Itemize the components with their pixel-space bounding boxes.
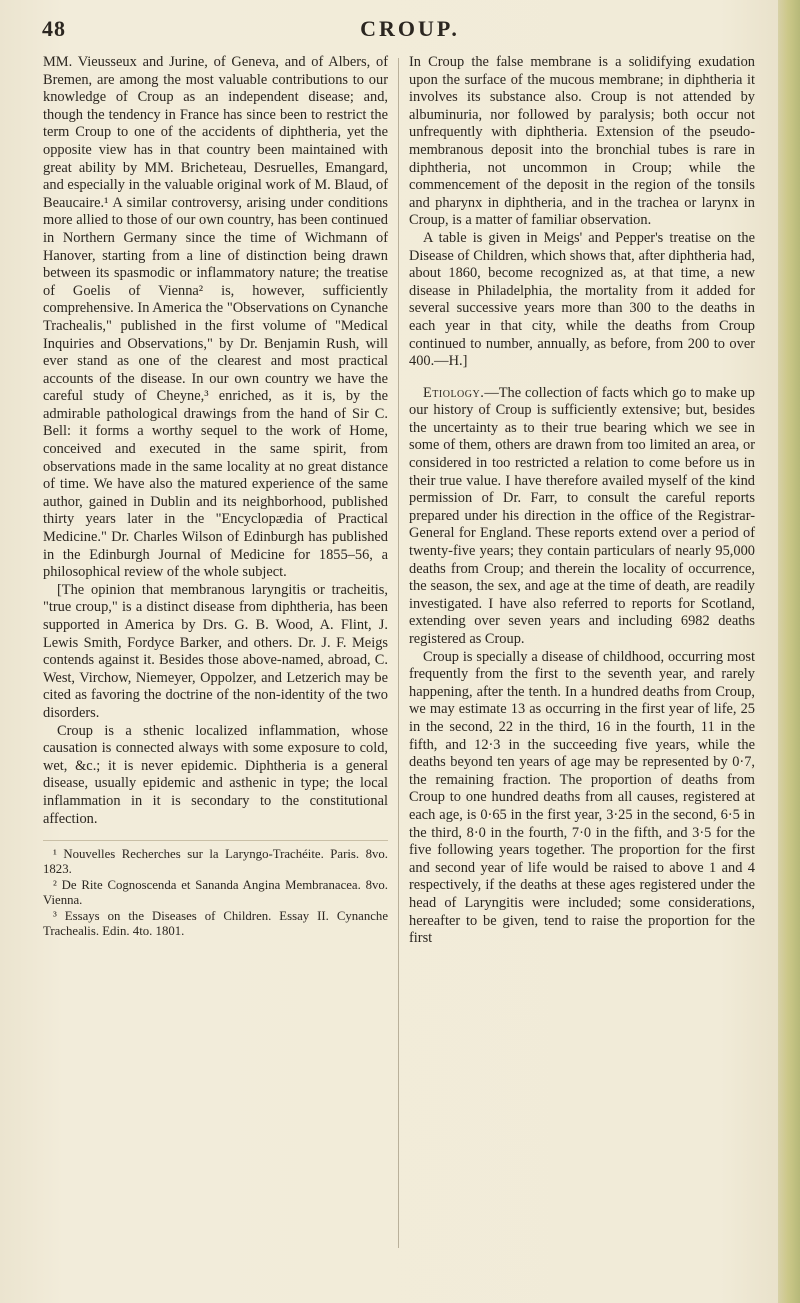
footnote-3: ³ Essays on the Diseases of Children. Essay II. Cynanche Trachealis. Edin. 4to. 1801.	[43, 909, 388, 939]
left-paragraph-3: Croup is a sthenic localized inflammation, whose causation is connected always with some exposure to cold, wet, &c.; it is never epidemic. Diphtheria is a general disease, usually epidemic and asthenic in type; the local inflammation in it is secondary to the constitutional affection.	[43, 722, 388, 827]
footnotes	[43, 840, 388, 939]
etiology-text: —The collection of facts which go to make up our history of Croup is sufficiently extensive; but, besides the uncertainty as to their true bearing which we see in some of them, others are drawn from too limited an area, or considered in too restricted a relation to come before us in their true value. I have therefore availed myself of the kind permission of Dr. Farr, to consult the careful reports prepared under his direction in the office of the Registrar-General for England. These reports extend over a period of twenty-five years; they contain particulars of nearly 95,000 deaths from Croup; and therein the locality of occurrence, the season, the sex, and age at the time of death, are readily investigated. I have also referred to reports for Scotland, extending over seven years and including 6982 deaths registered as Croup.	[409, 384, 755, 647]
left-paragraph-1: MM. Vieusseux and Jurine, of Geneva, and of Albers, of Bremen, are among the most valuable contributions to our knowledge of Croup as an independent disease; and, though the tendency in France has since been to restrict the term Croup to one of the accidents of diphtheria, yet the opposite view has in that country been maintained with great ability by MM. Bricheteau, Desruelles, Emangard, and especially in the valuable original work of M. Blaud, of Beaucaire.¹ A similar controversy, arising under conditions more allied to those of our own country, has been continued in Northern Germany since the time of Wichmann of Hanover, starting from a line of distinction being drawn between its spasmodic or inflammatory nature; the treatise of Goelis of Vienna² is, however, sufficiently comprehensive. In America the "Observations on Cynanche Trachealis," published in the first volume of "Medical Inquiries and Observations," by Dr. Benjamin Rush, will ever stand as one of the clearest and most practical accounts of the disease. In our own country we have the careful study of Cheyne,³ enriched, as it is, by the admirable pathological drawings from the hand of Sir C. Bell: it forms a worthy sequel to the work of Home, conceived and executed in the same spirit, from observations made in the same locality at no great distance of time. We have also the matured experience of the same author, gained in Dublin and its neighborhood, published thirty years later in the "Encyclopædia of Practical Medicine." Dr. Charles Wilson of Edinburgh has published in the Edinburgh Journal of Medicine for 1855–56, a philosophical review of the whole subject.	[43, 54, 388, 581]
footnote-2: ² De Rite Cognoscenda et Sananda Angina Membranacea. 8vo. Vienna.	[43, 878, 388, 908]
footnote-1: ¹ Nouvelles Recherches sur la Laryngo-Trachéite. Paris. 8vo. 1823.	[43, 847, 388, 877]
right-paragraph-2: A table is given in Meigs' and Pepper's treatise on the Disease of Children, which shows that, after diphtheria had, about 1860, become recognized as, at that time, a new disease in Philadelphia, the mortality from it added for several successive years more than 300 to the deaths in each year in that city, while the deaths from Croup continued to number, annually, as before, from 200 to over 400.—H.]	[409, 229, 755, 370]
left-paragraph-2: [The opinion that membranous laryngitis or tracheitis, "true croup," is a distinct disease from diphtheria, has been supported in America by Drs. G. B. Wood, A. Flint, J. Lewis Smith, Fordyce Barker, and others. Dr. J. F. Meigs contends against it. Besides those above-named, abroad, C. West, Virchow, Niemeyer, Oppolzer, and Letzerich may be cited as favoring the doctrine of the non-identity of the two disorders.	[43, 581, 388, 721]
right-paragraph-1: In Croup the false membrane is a solidifying exudation upon the surface of the mucous membrane; in diphtheria it involves its substance also. Croup is not attended by albuminuria, nor followed by paralysis; both occur not unfrequently with diphtheria. Extension of the pseudo-membranous deposit into the bronchial tubes is rare in diphtheria, not uncommon in Croup; while the commencement of the deposit in the region of the tonsils and pharynx in diphtheria, and in the trachea or larynx in Croup, is a matter of familiar observation.	[409, 54, 755, 229]
left-column	[43, 54, 388, 940]
etiology-heading: Etiology.	[423, 384, 485, 401]
right-paragraph-4: Croup is specially a disease of childhood, occurring most frequently from the first to the seventh year, and rarely happening, after the tenth. In a hundred deaths from Croup, we may estimate 13 as occurring in the first year of life, 25 in the second, 22 in the third, 16 in the fourth, 11 in the fifth, and 12·3 in the succeeding five years, while the deaths beyond ten years of age may be represented by 0·7, the remaining fraction. The proportion of deaths from Croup to one hundred deaths from all causes, registered at each age, is 0·65 in the first year, 3·25 in the second, 6·5 in the third, 8·0 in the fourth, 7·0 in the fifth, and 3·5 for the five following years together. The proportion for the first and second year of life would be raised to above 1 and 4 respectively, if the deaths at these ages registered under the head of Laryngitis were included; some considerations, hereafter to be given, tend to raise the proportion for the first	[409, 648, 755, 947]
column-rule	[398, 58, 399, 1248]
page-edge	[778, 0, 800, 1303]
running-head: CROUP.	[360, 16, 460, 41]
right-column	[409, 54, 755, 948]
etiology-paragraph	[409, 385, 755, 649]
page-number: 48	[42, 16, 66, 41]
